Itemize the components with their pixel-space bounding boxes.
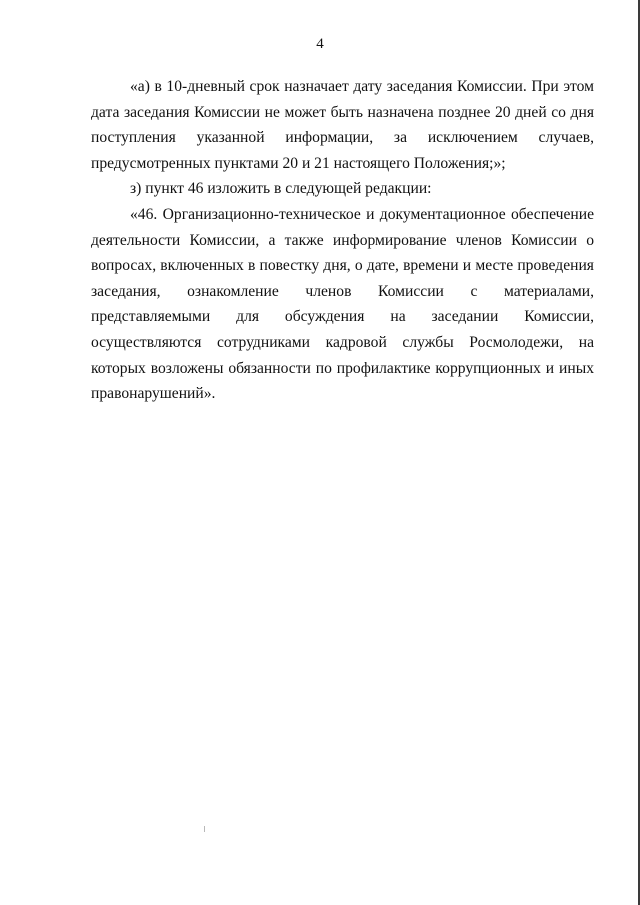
paragraph-item-a: «а) в 10-дневный срок назначает дату заседания Комиссии. При этом дата заседания Комиссии не может быть назначена позднее 20 дней со дня поступления указанной информации, за исключением случаев, предусмотренных пунктами 20 и 21 настоящего Положения;»;	[91, 78, 594, 172]
paragraph-item-46: «46. Организационно-техническое и документационное обеспечение деятельности Комиссии, а также информирование членов Комиссии о вопросах, включенных в повестку дня, о дате, времени и месте проведения заседания, ознакомление членов Комиссии с материалами, представляемыми для обсуждения на заседании Комиссии, осуществляются сотрудниками кадровой службы Росмолодежи, на которых возложены обязанности по профилактике коррупционных и иных правонарушений».	[91, 205, 594, 403]
scan-artifact	[204, 826, 205, 832]
paragraph-item-z: з) пункт 46 изложить в следующей редакции:	[130, 180, 432, 198]
document-body	[91, 74, 594, 407]
page-number: 4	[316, 36, 324, 52]
